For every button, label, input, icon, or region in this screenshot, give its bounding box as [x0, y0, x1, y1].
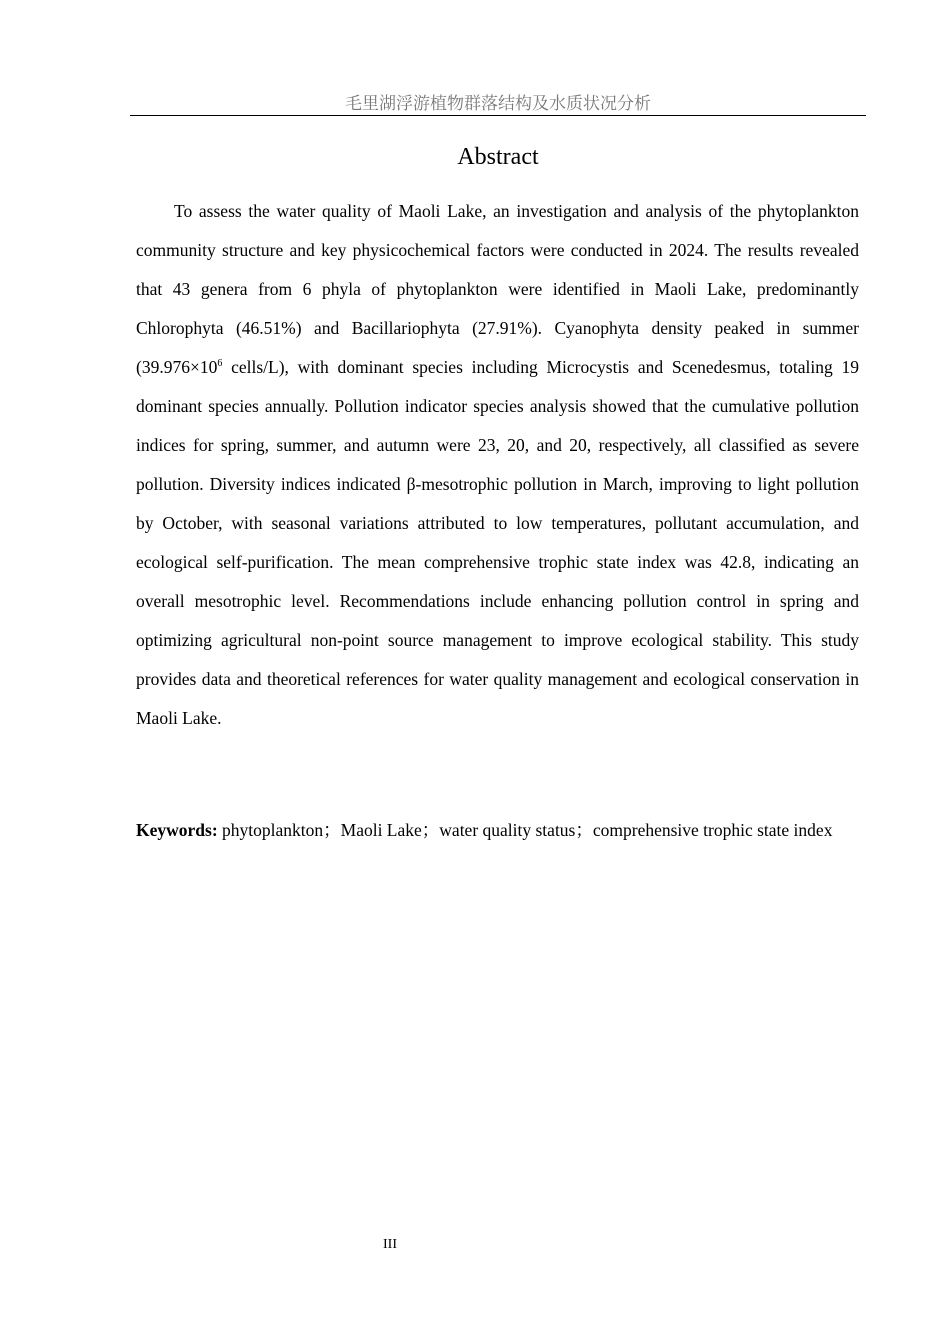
abstract-text-part-1: To assess the water quality of Maoli Lake, an investigation and analysis of the phytoplankton community structure and key physicochemical factors were conducted in 2024. The results revealed that 43 genera from 6 phyla of phytoplankton were identified in Maoli Lake, predominantly Chlorophyta (46.51%) and Bacillariophyta (27.91%). Cyanophyta density peaked in summer (39.976×10: [136, 201, 859, 377]
abstract-text-part-2: cells/L), with dominant species including Microcystis and Scenedesmus, totaling 19 dominant species annually. Pollution indicator species analysis showed that the cumulative pollution indices for spring, summer, and autumn were 23, 20, and 20, respectively, all classified as severe pollution. Diversity indices indicated β-mesotrophic pollution in March, improving to light pollution by October, with seasonal variations attributed to low temperatures, pollutant accumulation, and ecological self-purification. The mean comprehensive trophic state index was 42.8, indicating an overall mesotrophic level. Recommendations include enhancing pollution control in spring and optimizing agricultural non-point source management to improve ecological stability. This study provides data and theoretical references for water quality management and ecological conservation in Maoli Lake.: [136, 357, 859, 728]
keywords-text: phytoplankton；Maoli Lake；water quality status；comprehensive trophic state index: [217, 820, 833, 840]
keywords-paragraph: [136, 811, 859, 849]
running-header: 毛里湖浮游植物群落结构及水质状况分析: [345, 94, 651, 114]
page-number: III: [383, 1237, 397, 1252]
abstract-superscript: 6: [217, 358, 223, 369]
abstract-body: [136, 192, 859, 738]
keywords-label: Keywords:: [136, 820, 218, 840]
header-rule: [130, 115, 866, 116]
abstract-title: Abstract: [457, 144, 539, 170]
